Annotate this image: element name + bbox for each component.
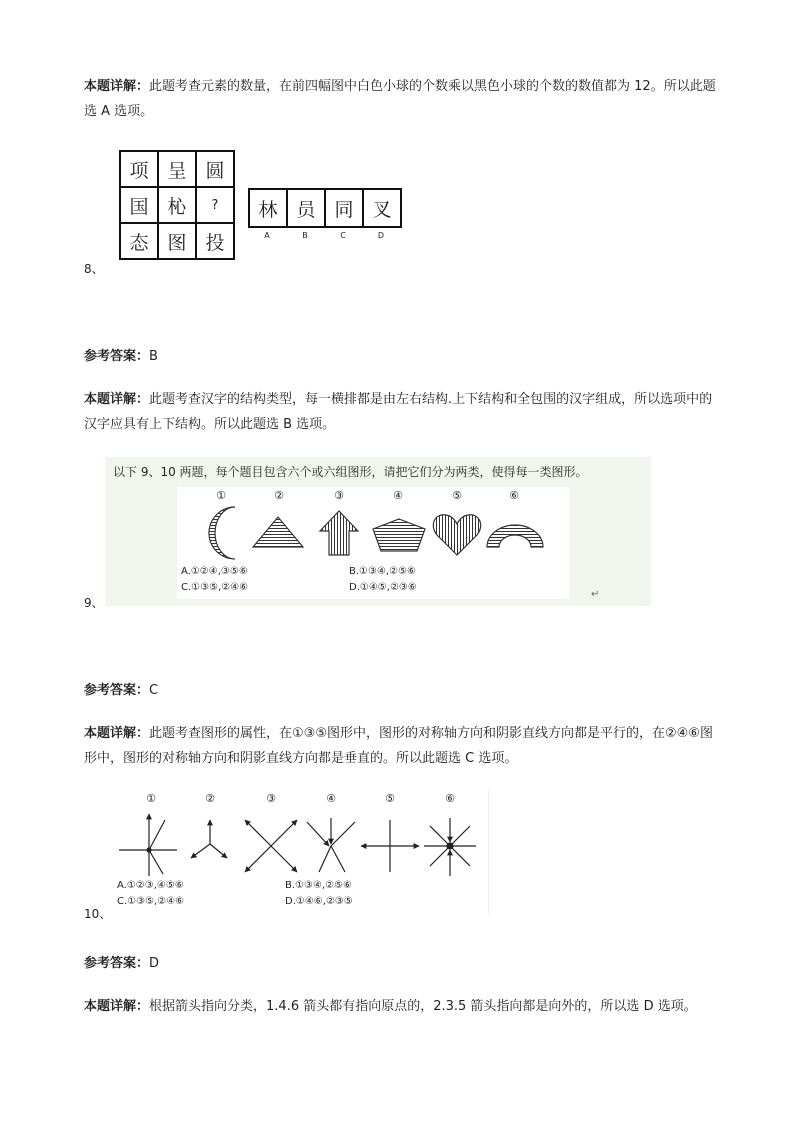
option-a: A.①②③,④⑤⑥ — [117, 880, 184, 891]
option-b: B.①③④,②⑤⑥ — [349, 566, 417, 577]
figure-label: ① — [146, 792, 156, 805]
option-char: 叉 — [363, 189, 401, 227]
q9-figure — [105, 457, 651, 606]
grid-cell: 投 — [196, 223, 234, 259]
figure-label: ② — [205, 792, 215, 805]
q9-intro-text: 以下 9、10 两题，每个题目包含六个或六组图形，请把它们分为两类，使得每一类图形。 — [113, 465, 588, 479]
shape-label: ⑥ — [509, 489, 519, 502]
detail-label: 本题详解： — [84, 79, 150, 94]
triangle-shape — [253, 517, 303, 547]
option-char: 员 — [287, 189, 325, 227]
shape-label: ② — [274, 489, 284, 502]
shape-label: ⑤ — [452, 489, 462, 502]
arrow-figure-2 — [191, 820, 227, 858]
detail-label: 本题详解： — [84, 392, 150, 407]
option-d: D.①④⑥,②③⑤ — [285, 896, 353, 907]
q7-detail — [84, 74, 724, 124]
shape-label: ③ — [334, 489, 344, 502]
figure-label: ④ — [326, 792, 336, 805]
shape-label: ④ — [393, 489, 403, 502]
arch-shape — [487, 525, 543, 547]
option-letter: D — [377, 231, 385, 240]
q10-arrow-figures — [107, 806, 488, 878]
option-letter: B — [302, 231, 308, 240]
q8-answer — [84, 344, 724, 369]
arrow-figure-5 — [361, 820, 419, 872]
grid-cell: 国 — [120, 187, 158, 223]
arrow-figure-3 — [245, 820, 297, 872]
q9-detail — [84, 721, 724, 771]
detail-text: 此题考查汉字的结构类型，每一横排都是由左右结构.上下结构和全包围的汉字组成，所以选项中的汉字应具有上下结构。所以此题选 B 选项。 — [84, 392, 713, 432]
arrow-figure-4 — [307, 818, 355, 872]
question-number: 9、 — [84, 596, 104, 610]
grid-cell: 呈 — [158, 151, 196, 187]
answer-value: B — [149, 349, 158, 364]
question-number: 8、 — [84, 262, 104, 276]
grid-cell: 杺 — [158, 187, 196, 223]
answer-label: 参考答案： — [84, 956, 150, 971]
heart-shape — [433, 515, 480, 555]
q10-detail — [84, 994, 724, 1019]
q9-answer — [84, 678, 724, 703]
option-d: D.①④⑤,②③⑥ — [349, 582, 417, 593]
arrow-shape — [320, 511, 358, 555]
figure-label: ⑥ — [445, 792, 455, 805]
option-char: 林 — [249, 189, 287, 227]
option-char: 同 — [325, 189, 363, 227]
grid-cell: 项 — [120, 151, 158, 187]
arrow-figure-6 — [424, 818, 476, 876]
q8-detail — [84, 387, 724, 437]
option-a: A.①②④,③⑤⑥ — [181, 566, 248, 577]
question-number: 10、 — [84, 907, 112, 921]
option-letter: C — [340, 231, 346, 240]
detail-label: 本题详解： — [84, 999, 150, 1014]
q8-character-grid — [119, 150, 235, 260]
q9-shapes — [177, 503, 569, 563]
figure-label: ③ — [266, 792, 276, 805]
detail-label: 本题详解： — [84, 726, 150, 741]
detail-text: 根据箭头指向分类，1.4.6 箭头都有指向原点的，2.3.5 箭头指向都是向外的，所以选 D 选项。 — [149, 999, 697, 1014]
answer-label: 参考答案： — [84, 349, 150, 364]
detail-text: 此题考查元素的数量，在前四幅图中白色小球的个数乘以黑色小球的个数的数值都为 12。所以此题选 A 选项。 — [84, 79, 716, 119]
answer-value: C — [149, 683, 159, 698]
option-letter: A — [264, 231, 270, 240]
option-c: C.①③⑤,②④⑥ — [181, 582, 249, 593]
q10-figure — [107, 790, 489, 914]
crescent-shape — [209, 507, 235, 559]
return-mark-icon: ↵ — [591, 589, 600, 600]
option-c: C.①③⑤,②④⑥ — [117, 896, 185, 907]
grid-cell: 圆 — [196, 151, 234, 187]
answer-value: D — [149, 956, 160, 971]
answer-label: 参考答案： — [84, 683, 150, 698]
grid-cell: 态 — [120, 223, 158, 259]
shape-label: ① — [216, 489, 226, 502]
q10-answer — [84, 951, 724, 976]
grid-cell-unknown: ? — [196, 187, 234, 223]
grid-cell: 图 — [158, 223, 196, 259]
q9-shapes-area — [177, 487, 569, 599]
detail-text: 此题考查图形的属性，在①③⑤图形中，图形的对称轴方向和阴影直线方向都是平行的，在②④⑥图形中，图形的对称轴方向和阴影直线方向都是垂直的。所以此题选 C 选项。 — [84, 726, 713, 766]
figure-label: ⑤ — [385, 792, 395, 805]
option-b: B.①③④,②⑤⑥ — [285, 880, 353, 891]
arrow-figure-1 — [119, 814, 177, 876]
pentagon-shape — [373, 519, 425, 551]
q8-option-row — [248, 188, 402, 228]
